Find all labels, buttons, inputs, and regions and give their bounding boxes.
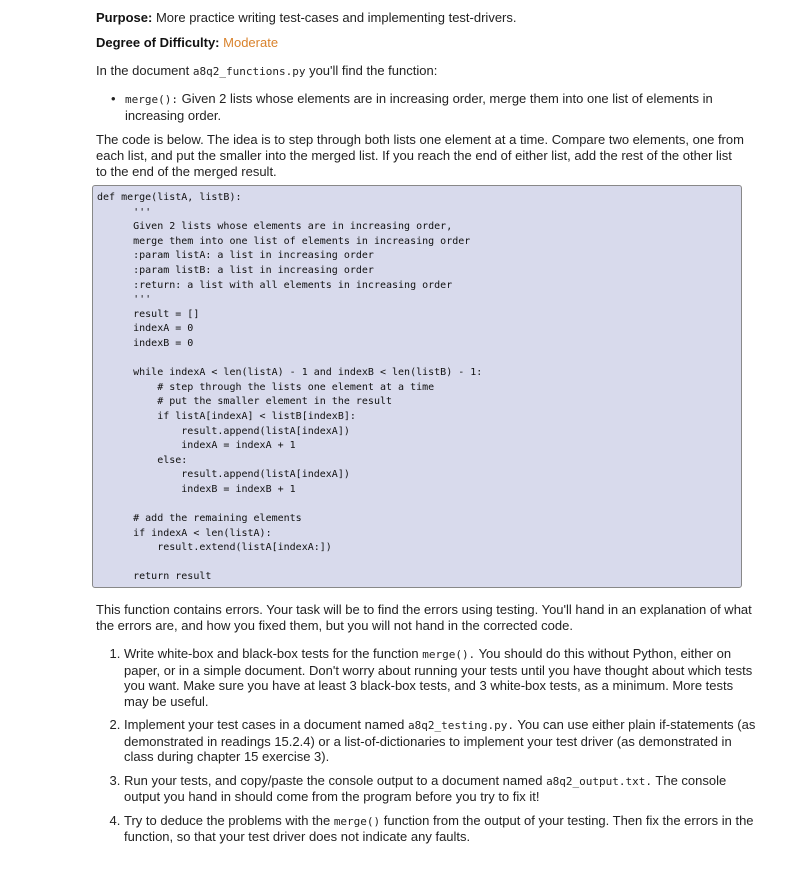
task-text: Implement your test cases in a document named [124,717,405,732]
task-code: a8q2_output.txt. [546,774,653,788]
intro-line [96,63,437,80]
difficulty-label: Degree of Difficulty: [96,35,220,50]
code-block [92,185,742,588]
task-text: You can use either plain if-statements (as demonstrated in readings 15.2.4) or a list-of-dictionaries to implement your test driver (as demonstrated in class during chapter 15 exercise 3). [124,717,756,764]
code-description: The code is below. The idea is to step through both lists one element at a time. Compare two elements, one from each list, and put the smaller into the merged list. If you reach the end of either list, add the rest of the other list to the end of the merged result. [96,132,744,179]
purpose-text: More practice writing test-cases and implementing test-drivers. [155,10,517,25]
task-code: merge() [333,814,381,828]
purpose-line [96,10,517,26]
task-text: The console output you hand in should come from the program before you try to fix it! [124,772,727,804]
bullet-dot-icon: • [111,91,116,106]
purpose-label: Purpose: [96,10,153,25]
task-item [124,717,761,765]
task-text: You should do this without Python, either on paper, or in a simple document. Don't worry about running your tests until you have thought about which tests you want. Make sure you have at least 3 black-box tests, and 3 white-box tests, as a minimum. More tests may be useful. [124,646,753,709]
task-code: merge(). [422,648,476,661]
code-listing: def merge(listA, listB): ''' Given 2 lists whose elements are in increasing order, merge them into one list of elements in increasing order :param listA: a list in increasing order :param listB: a list in increasing order :return: a list with all elements in increasing order ''' result = [] indexA = 0 indexB = 0 while indexA < len(listA) - 1 and indexB < len(listB) - 1: # step through the lists one element at a time # put the smaller element in the result if listA[indexA] < listB[indexB]: result.append(listA[indexA]) indexA = indexA + 1 else: result.append(listA[indexA]) indexB = indexB + 1 # add the remaining elements if indexA < len(listA): result.extend(listA[indexA:]) return result [97,192,483,583]
bullet-text [125,91,751,124]
task-text: function from the output of your testing. Then fix the errors in the function, so that your test driver does not indicate any faults. [124,812,754,844]
bullet-func: merge(): [125,93,178,106]
task-text: Try to deduce the problems with the [124,812,331,828]
task-item [124,773,761,805]
task-code: a8q2_testing.py. [408,719,514,732]
intro-before: In the document [96,63,190,78]
task-list [96,646,761,853]
task-item [124,646,761,709]
task-text: Run your tests, and copy/paste the console output to a document named [124,772,543,788]
difficulty-line [96,35,278,51]
bullet-description: Given 2 lists whose elements are in increasing order, merge them into one list of elements in increasing order. [125,91,713,123]
errors-paragraph: This function contains errors. Your task will be to find the errors using testing. You'll hand in an explanation of what the errors are, and how you fixed them, but you will not hand in the corrected code. [96,602,752,633]
task-item [124,813,761,845]
intro-after: you'll find the function: [309,63,438,78]
difficulty-value: Moderate [223,35,279,50]
intro-filename: a8q2_functions.py [192,65,306,78]
task-text: Write white-box and black-box tests for the function [124,646,419,661]
